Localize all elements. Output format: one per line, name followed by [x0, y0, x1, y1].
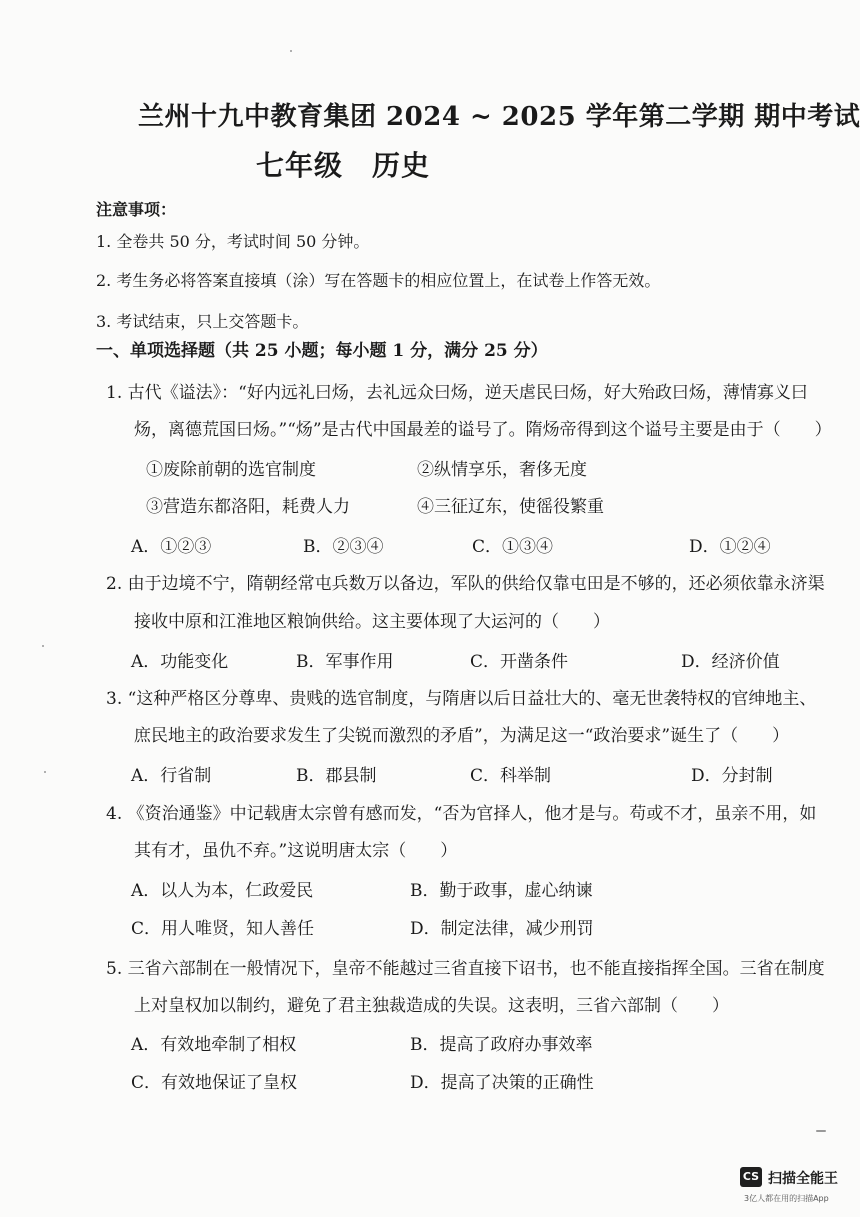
notice-item: 3. 考试结束，只上交答题卡。 — [96, 312, 309, 331]
question-1-line: 炀，离德荒国曰炀。”“炀”是古代中国最差的谥号了。隋炀帝得到这个谥号主要是由于（ ） — [134, 420, 832, 440]
question-1-statement: ①废除前朝的选官制度 — [146, 460, 316, 480]
question-4-line: 其有才，虽仇不弃。”这说明唐太宗（ ） — [134, 841, 458, 861]
question-3-line: 3. “这种严格区分尊卑、贵贱的选官制度，与隋唐以后日益壮大的、毫无世袭特权的官绅地主、 — [106, 689, 817, 709]
scan-speck — [816, 1130, 826, 1132]
question-2-option: A．功能变化 — [131, 652, 229, 672]
question-1-line: 1. 古代《谥法》：“好内远礼曰炀，去礼远众曰炀，逆天虐民曰炀，好大殆政曰炀，薄情寡义曰 — [106, 383, 808, 403]
exam-subtitle: 七年级 历史 — [256, 149, 431, 182]
question-5-line: 上对皇权加以制约，避免了君主独裁造成的失误。这表明，三省六部制（ ） — [134, 996, 729, 1016]
question-4-line: 4. 《资治通鉴》中记载唐太宗曾有感而发，“否为官择人，他才是与。苟或不才，虽亲不用，如 — [106, 804, 817, 824]
question-1-statement: ②纵情享乐，奢侈无度 — [417, 460, 587, 480]
question-3-option: A．行省制 — [131, 766, 212, 786]
notice-item: 1. 全卷共 50 分，考试时间 50 分钟。 — [96, 232, 370, 251]
question-2-line: 接收中原和江淮地区粮饷供给。这主要体现了大运河的（ ） — [134, 612, 610, 632]
scanner-logo-icon: CS — [740, 1167, 762, 1187]
question-1-statement: ④三征辽东，使徭役繁重 — [417, 497, 604, 517]
notice-item: 2. 考生务必将答案直接填（涂）写在答题卡的相应位置上，在试卷上作答无效。 — [96, 271, 661, 290]
question-4-option: D．制定法律，减少刑罚 — [410, 919, 594, 939]
question-1-option: C．①③④ — [472, 537, 554, 557]
scanner-tagline: 3亿人都在用的扫描App — [744, 1194, 829, 1203]
question-3-option: B．郡县制 — [296, 766, 377, 786]
question-4-option: C．用人唯贤，知人善任 — [131, 919, 315, 939]
question-1-option: D．①②④ — [689, 537, 771, 557]
question-5-option: B．提高了政府办事效率 — [410, 1035, 593, 1055]
scan-speck — [42, 645, 44, 647]
question-4-option: B．勤于政事，虚心纳谏 — [410, 881, 593, 901]
question-1-statement: ③营造东都洛阳，耗费人力 — [146, 497, 350, 517]
section-heading: 一、单项选择题（共 25 小题；每小题 1 分，满分 25 分） — [96, 341, 548, 361]
scan-speck — [44, 771, 46, 773]
question-3-option: C．科举制 — [470, 766, 552, 786]
question-3-line: 庶民地主的政治要求发生了尖锐而激烈的矛盾”，为满足这一“政治要求”诞生了（ ） — [134, 726, 790, 746]
question-4-option: A．以人为本，仁政爱民 — [131, 881, 314, 901]
question-2-line: 2. 由于边境不宁，隋朝经常屯兵数万以备边，军队的供给仅靠屯田是不够的，还必须依靠永济渠 — [106, 574, 825, 594]
question-5-option: D．提高了决策的正确性 — [410, 1073, 594, 1093]
question-1-option: A．①②③ — [131, 537, 212, 557]
question-3-option: D．分封制 — [691, 766, 773, 786]
question-5-line: 5. 三省六部制在一般情况下，皇帝不能越过三省直接下诏书，也不能直接指挥全国。三省在制度 — [106, 959, 825, 979]
scan-speck — [290, 50, 292, 52]
question-1-option: B．②③④ — [303, 537, 384, 557]
question-2-option: D．经济价值 — [681, 652, 780, 672]
exam-title: 兰州十九中教育集团 2024 ~ 2025 学年第二学期 期中考试 — [138, 102, 860, 132]
question-5-option: C．有效地保证了皇权 — [131, 1073, 298, 1093]
question-2-option: C．开凿条件 — [470, 652, 569, 672]
scanner-brand-name: 扫描全能王 — [768, 1171, 838, 1187]
question-2-option: B．军事作用 — [296, 652, 394, 672]
notice-heading: 注意事项： — [96, 200, 177, 219]
question-5-option: A．有效地牵制了相权 — [131, 1035, 297, 1055]
